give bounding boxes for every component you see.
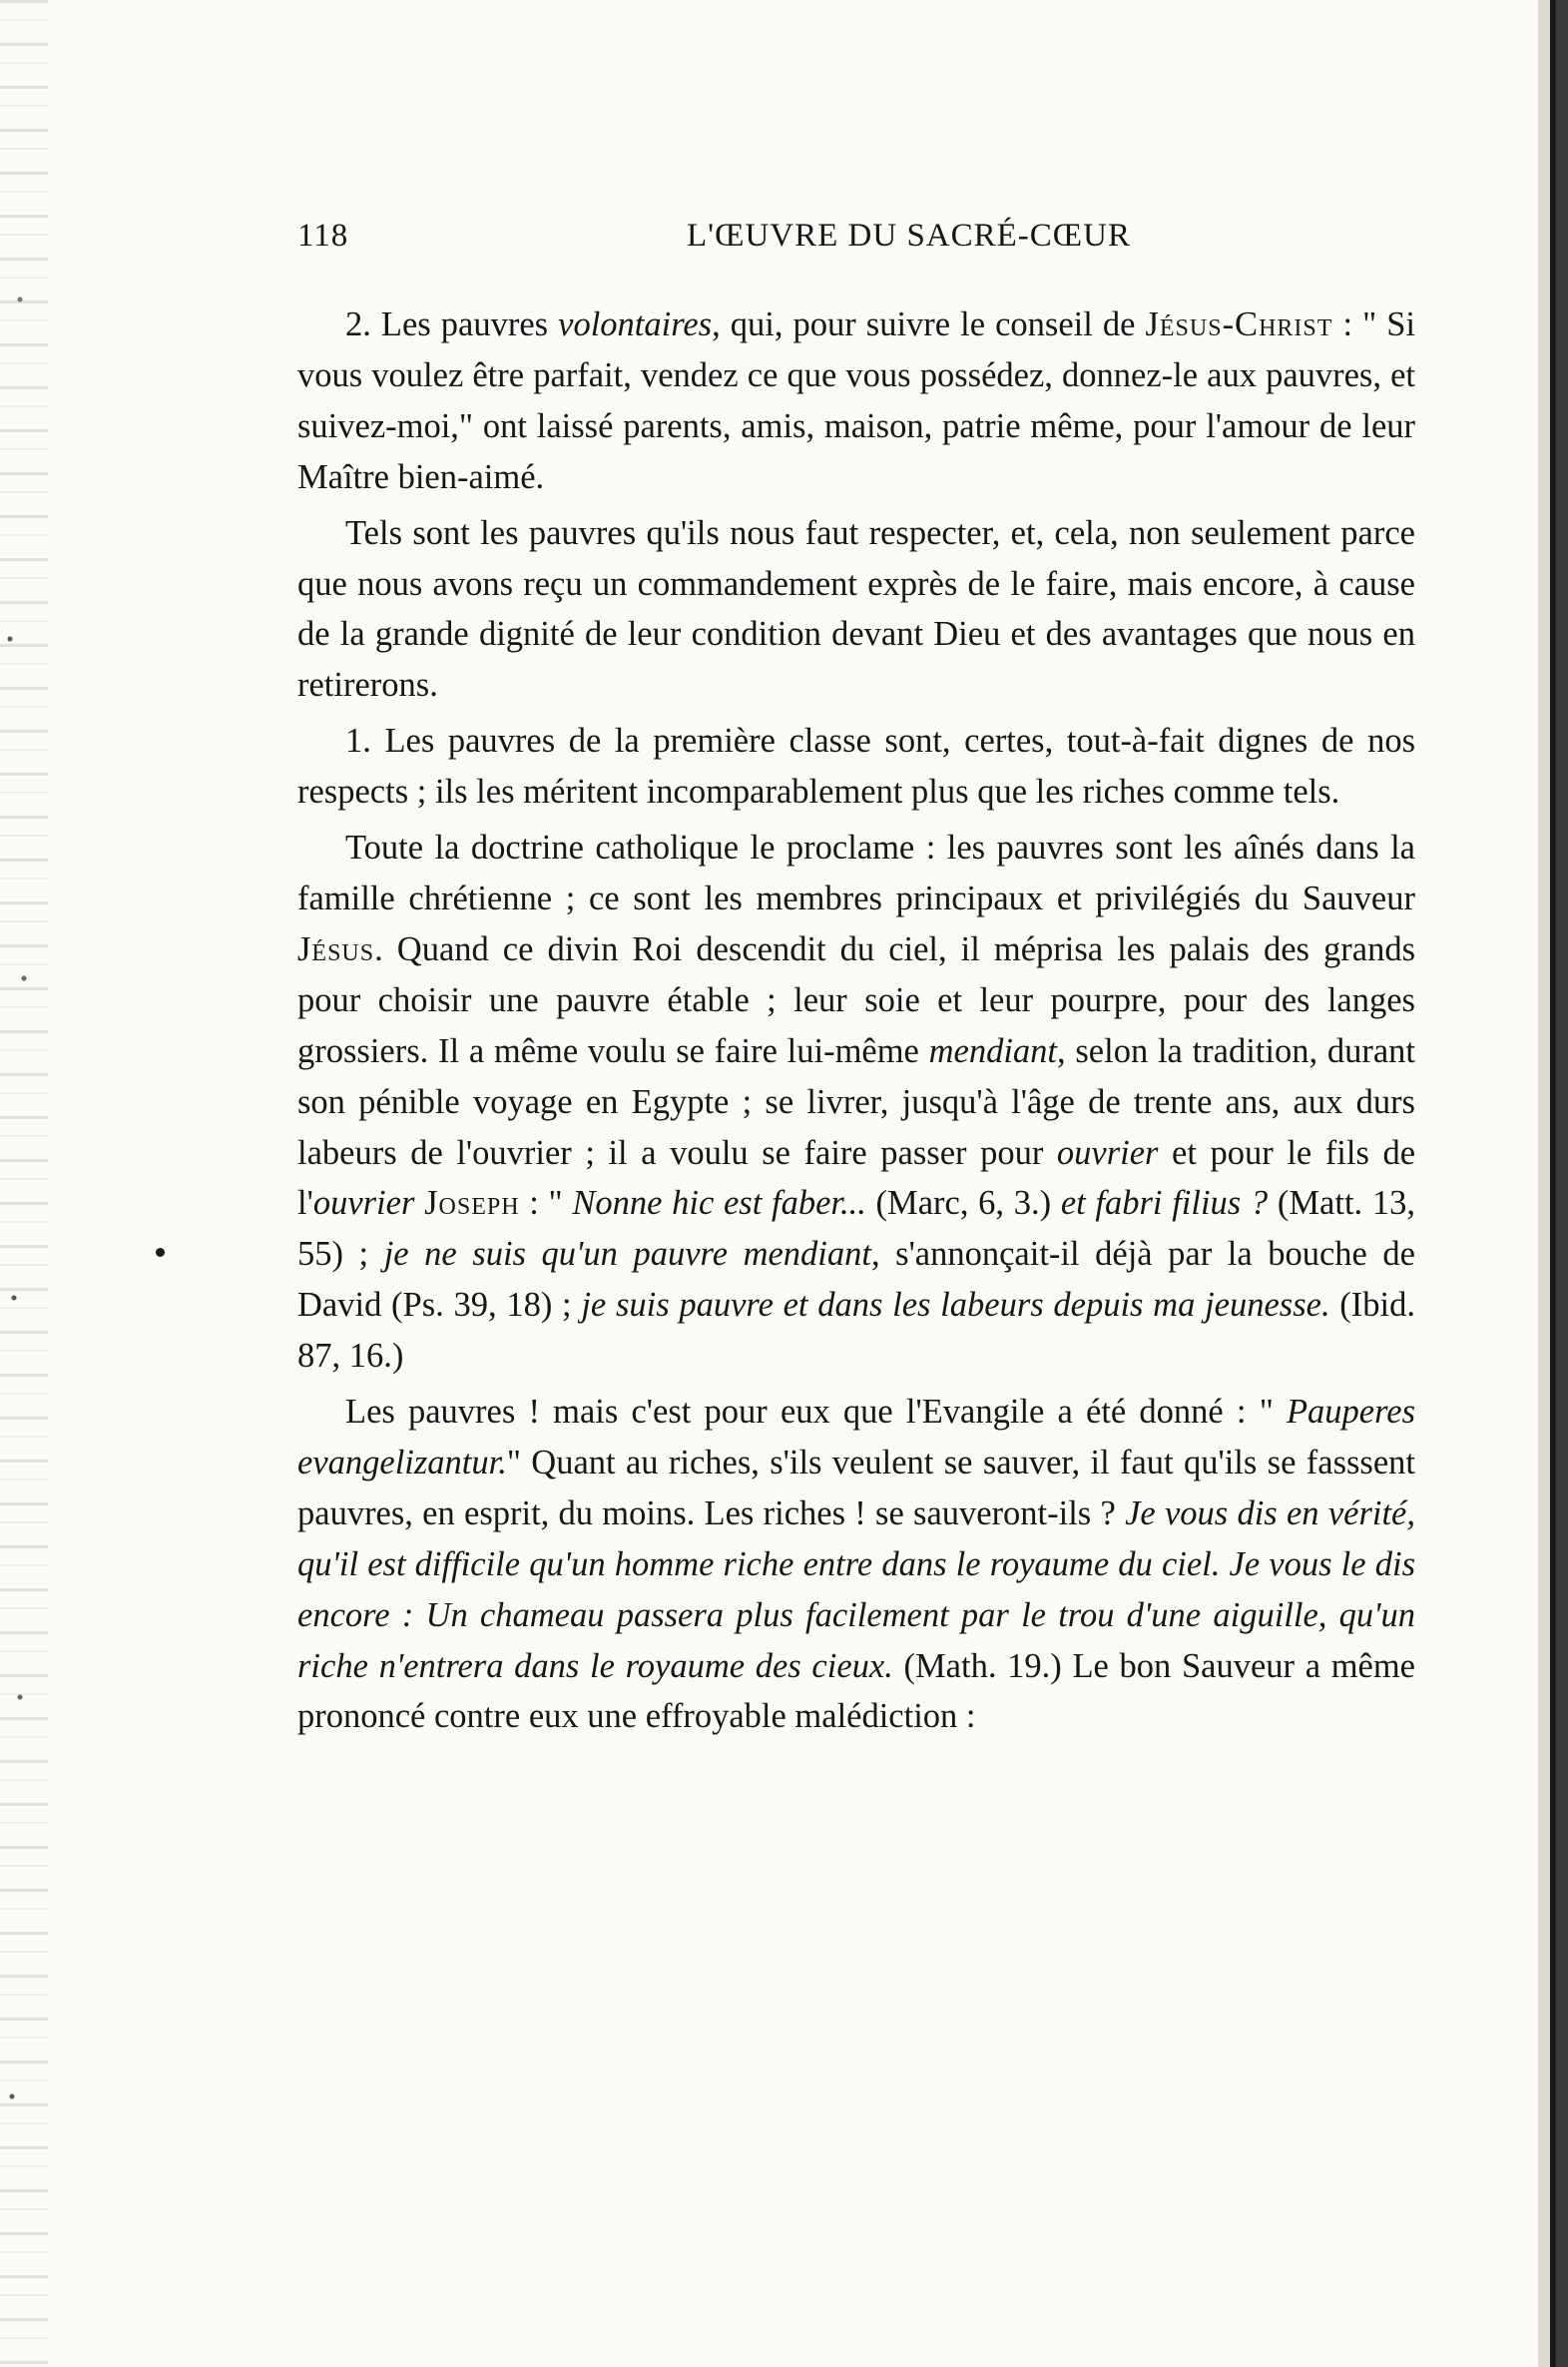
text-run: Les pauvres de la première classe sont, certes, tout-à-fait dignes de nos respects ; ils les méritent incomparablement plus que les riches comme tels. bbox=[297, 722, 1415, 812]
page-number: 118 bbox=[297, 218, 349, 254]
scanned-page-edge-left bbox=[0, 0, 48, 2367]
text-run: , selon la tradition, durant son pénible voyage en Egypte ; se livrer, jusqu'à l'âge de trente ans, aux durs labeurs de l'ouvrier ; il a voulu se faire passer pour bbox=[297, 1031, 1415, 1172]
paragraph-2 bbox=[297, 508, 1415, 712]
italic-run: mendiant bbox=[928, 1031, 1058, 1070]
italic-run: Pauperes evangelizantur. bbox=[297, 1393, 1415, 1481]
body-text bbox=[297, 299, 1415, 1747]
item-number: 1. bbox=[345, 722, 385, 761]
running-title: L'ŒUVRE DU SACRÉ-CŒUR bbox=[687, 218, 1131, 254]
paragraph-5 bbox=[297, 1387, 1415, 1742]
text-run: Les pauvres ! mais c'est pour eux que l'Evangile a été donné : " bbox=[345, 1393, 1287, 1432]
scanned-page-edge-right bbox=[1538, 0, 1568, 2367]
italic-run: ouvrier bbox=[1056, 1133, 1159, 1172]
text-run: (Matt. 13, 55) ; bbox=[297, 1184, 1415, 1274]
italic-run: ouvrier bbox=[312, 1184, 415, 1223]
small-caps-run: Jésus bbox=[297, 929, 375, 968]
text-run: , s'annonçait-il déjà par la bouche de David (Ps. 39, 18) ; bbox=[297, 1235, 1415, 1325]
text-run: Les pauvres bbox=[380, 305, 559, 343]
text-run: , qui, pour suivre le conseil de bbox=[712, 305, 1146, 343]
text-run: " Quant au riches, s'ils veulent se sauver, il faut qu'ils se fasssent pauvres, en esprit, du moins. Les riches ! se sauveront-ils ? bbox=[297, 1443, 1415, 1532]
italic-run: Je vous dis en vérité, qu'il est difficile qu'un homme riche entre dans le royaume du ciel. Je vous le dis encore : Un chameau passera plus facilement par le trou d'une aiguille, qu'un riche n'entrera dans le royaume des cieux. bbox=[297, 1493, 1415, 1685]
italic-run: Nonne hic est faber... bbox=[572, 1184, 866, 1223]
text-run: et pour le fils de l' bbox=[297, 1133, 1416, 1223]
text-run: : " bbox=[519, 1184, 573, 1223]
text-run: (Math. 19.) Le bon Sauveur a même prononcé contre eux une effroyable malédiction : bbox=[297, 1646, 1415, 1736]
text-run: Toute la doctrine catholique le proclame : les pauvres sont les aînés dans la famille chrétienne ; ce sont les membres principaux et privilégiés du Sauveur bbox=[297, 829, 1415, 917]
page-header bbox=[297, 218, 1415, 264]
paragraph-1 bbox=[297, 299, 1415, 503]
text-run: (Marc, 6, 3.) bbox=[865, 1184, 1061, 1223]
paragraph-3 bbox=[297, 716, 1415, 818]
italic-run: je suis pauvre et dans les labeurs depuis ma jeunesse. bbox=[581, 1286, 1330, 1325]
italic-run: je ne suis qu'un pauvre mendiant bbox=[383, 1235, 871, 1274]
small-caps-run: Jésus-Christ bbox=[1145, 305, 1333, 343]
text-run bbox=[414, 1184, 424, 1222]
item-number: 2. bbox=[345, 305, 381, 343]
text-run: (Ibid. 87, 16.) bbox=[297, 1286, 1415, 1376]
paragraph-4 bbox=[297, 823, 1415, 1382]
ink-speck bbox=[156, 1248, 165, 1257]
text-run: Tels sont les pauvres qu'ils nous faut respecter, et, cela, non seulement parce que nous avons reçu un commandement exprès de le faire, mais encore, à cause de la grande dignité de leur condition devant Dieu et des avantages que nous en retirerons. bbox=[297, 513, 1415, 705]
text-run: . Quand ce divin Roi descendit du ciel, il méprisa les palais des grands pour choisir une pauvre étable ; leur soie et leur pourpre, pour des langes grossiers. Il a même voulu se faire lui-même bbox=[297, 929, 1415, 1070]
italic-run: volontaires bbox=[558, 305, 713, 343]
text-run: : " Si vous voulez être parfait, vendez ce que vous possédez, donnez-le aux pauvres, et suivez-moi," ont laissé parents, amis, maison, patrie même, pour l'amour de leur Maître bien-aimé. bbox=[297, 305, 1415, 496]
italic-run: et fabri filius ? bbox=[1060, 1184, 1269, 1223]
small-caps-run: Joseph bbox=[424, 1184, 520, 1223]
